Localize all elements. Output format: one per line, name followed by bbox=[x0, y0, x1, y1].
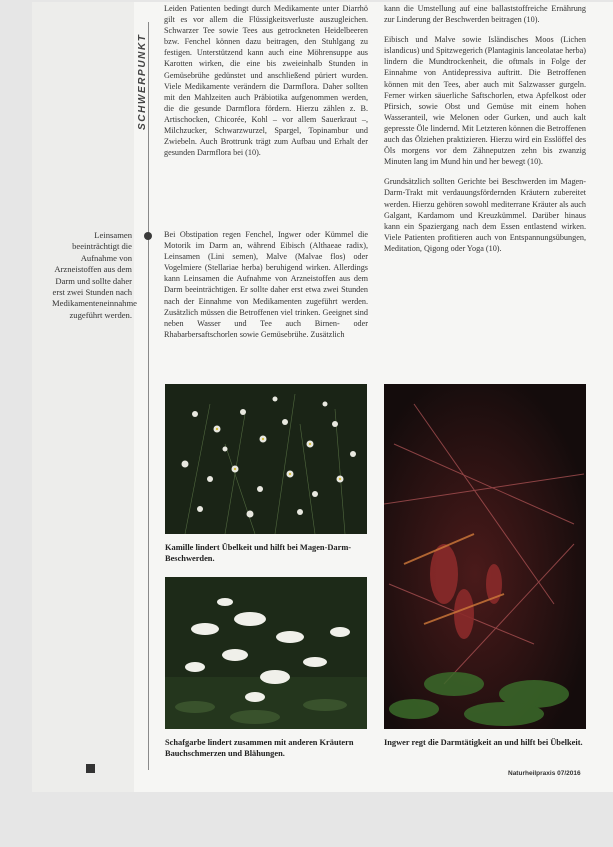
paragraph: Eibisch und Malve sowie Isländisches Moos (Lichen islandicus) und Spitzwegerich (Plantaginis lanceolatae herba) lindern die Mundtrockenheit, die oftmals in Folge der Einnahme von Antidepressiva auftritt. Die Betroffenen können mit den Tees, aber auch mit Salzwasser gurgeln. Ferner wirken säuerliche Saftschorlen, etwa Apfelkost oder Pfirsich, sowie Obst und Gemüse mit einem hohen Wasseranteil, wie Melonen oder Gurken, und auch kalt gepresste Öle lindernd. Mit Letzteren können die Betroffenen auch das Ölziehen praktizieren. Hierzu wird ein Esslöffel des Öls morgens vor dem Zähneputzen zehn bis zwanzig Minuten lang im Mund hin und her bewegt (10). bbox=[384, 35, 586, 167]
paragraph: Leiden Patienten bedingt durch Medikamente unter Diarrhö gilt es vor allem die Flüssigkeitsverluste auszugleichen. Schwarzer Tee sowie Tees aus getrockneten Heidelbeeren bzw. Fenchel können dazu beitragen, den Stuhlgang zu festigen. Unterstützend kann auch eine Möhrensuppe aus Karotten wirken, die eine bis zweieinhalb Stunden in Gemüsebrühe gedünstet und anschließend püriert wurden. Viele Medikamente verändern die Darmflora. Daher sollten mit den Mahlzeiten auch Präbiotika aufgenommen werden, die die gesunde Darmflora fördern. Hierzu zählen z. B. Artischocken, Chicorée, Kohl – vor allem Sauerkraut –, Milchzucker, Schwarzwurzel, Spargel, Topinambur und Zwiebeln. Auch Brottrunk trägt zum Aufbau und Erhalt der gesunden Darmflora bei (10). bbox=[164, 4, 368, 158]
paragraph: Grundsätzlich sollten Gerichte bei Beschwerden im Magen-Darm-Trakt mit verdauungsfördernden Kräutern zubereitet werden. Hierzu gehören sowohl mediterrane Kräuter als auch Galgant, Kardamom und Kreuzkümmel. Darüber hinaus kann ein Spaziergang nach dem Essen entlastend wirken. Viele Patienten profitieren auch von Entspannungsübungen, Meditation, Qigong oder Yoga (10). bbox=[384, 177, 586, 253]
section-label: SCHWERPUNKT bbox=[137, 33, 148, 130]
paragraph: Bei Obstipation regen Fenchel, Ingwer oder Kümmel die Motorik im Darm an, während Eibisch (Althaeae radix), Leinsamen (Lini semen), Malve (Malvae flos) oder Vogelmiere (Stellariae herba) beruhigend wirken. Allerdings kann Leinsamen die Aufnahme von Arzneistoffen aus dem Darm beeinträchtigen. Er sollte daher erst etwa zwei Stunden nach der Einnahme von Medikamenten zugeführt werden. Zusätzlich müssen die Betroffenen viel trinken. Geeignet sind neben Wasser und Tee auch Birnen- oder Rhabarbersaftschorlen sowie Gemüsebrühe. Zusätzlich bbox=[164, 230, 368, 339]
margin-strip bbox=[32, 2, 137, 792]
schafgarbe-caption: Schafgarbe lindert zusammen mit anderen Kräutern Bauchschmerzen und Blähungen. bbox=[165, 738, 354, 758]
ingwer-photo bbox=[384, 384, 586, 729]
ingwer-caption: Ingwer regt die Darmtätigkeit an und hilft bei Übelkeit. bbox=[384, 738, 583, 747]
schafgarbe-photo bbox=[165, 577, 367, 729]
paragraph: kann die Umstellung auf eine ballaststoffreiche Ernährung zur Linderung der Beschwerden beitragen (10). bbox=[384, 4, 586, 25]
column-divider bbox=[148, 22, 149, 770]
footer-issue: Naturheilpraxis 07/2016 bbox=[508, 770, 581, 777]
kamille-photo bbox=[165, 384, 367, 534]
page-marker bbox=[86, 764, 95, 773]
column-1-bottom bbox=[164, 229, 368, 349]
bullet-dot bbox=[144, 232, 152, 240]
column-2 bbox=[384, 3, 586, 263]
margin-note: Leinsamen beeinträchtigt die Aufnahme von Arzneistoffen aus dem Darm und sollte daher erst zwei Stunden nach Medikamenteneinnahme zugeführt werden. bbox=[52, 230, 137, 320]
column-1-top bbox=[164, 3, 368, 167]
kamille-caption: Kamille lindert Übelkeit und hilft bei Magen-Darm-Beschwerden. bbox=[165, 543, 352, 563]
